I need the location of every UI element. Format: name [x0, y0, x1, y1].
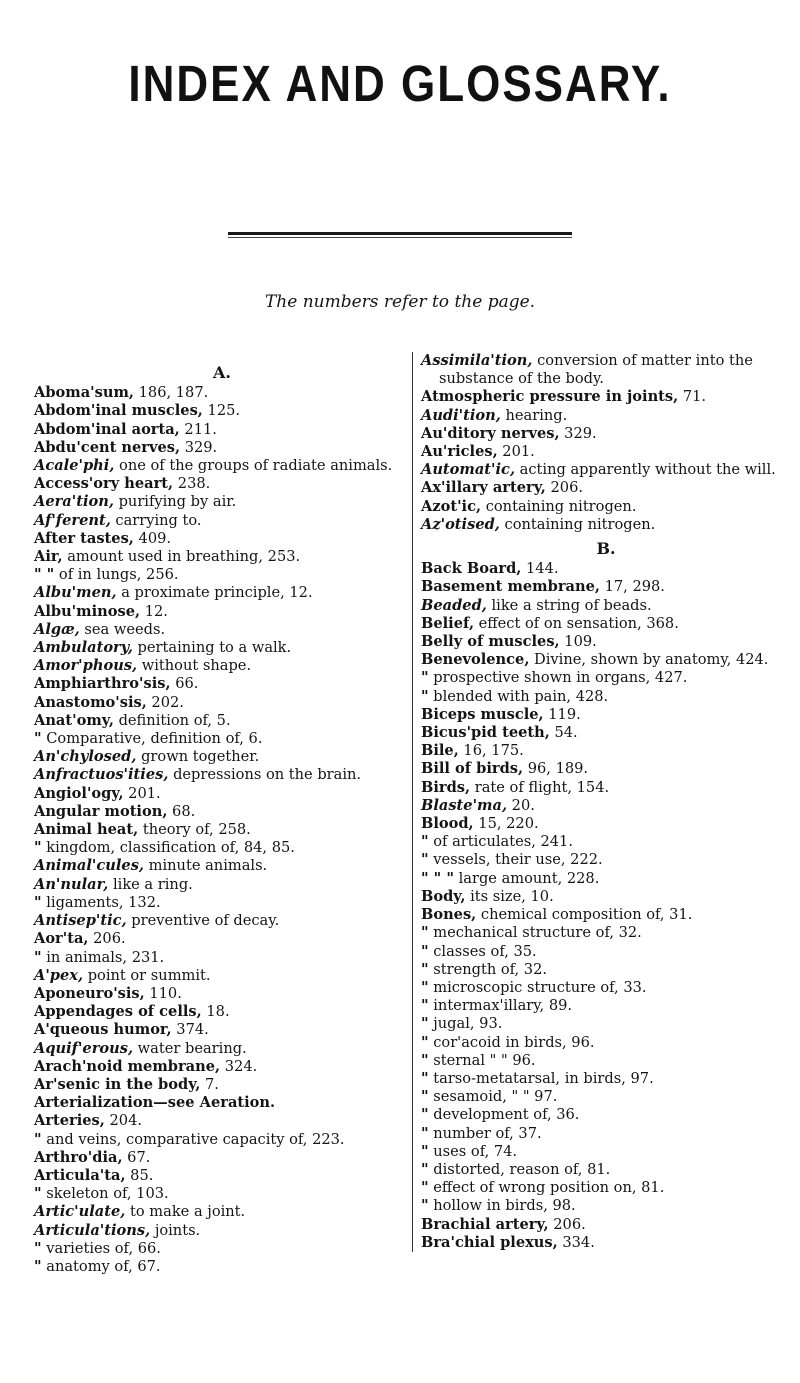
entry-text: conversion of matter into the substance of the body. [439, 352, 753, 388]
entry-term: Aquif'erous, [34, 1039, 134, 1057]
entry-text: 201. [497, 443, 535, 461]
entry-term: A'pex, [34, 966, 84, 984]
entry-text: 119. [543, 705, 581, 723]
entry-text: water bearing. [133, 1039, 247, 1057]
entry-groups [421, 352, 791, 1252]
entry-term: Abdom'inal muscles, [34, 402, 203, 420]
entry-term: Assimila'tion, [421, 352, 533, 369]
entry-term: Blaste'ma, [421, 796, 508, 814]
entry-term: Arach'noid membrane, [34, 1057, 221, 1075]
entry-term: Articula'tions, [34, 1221, 151, 1239]
index-entry [421, 560, 791, 578]
entry-text: like a string of beads. [486, 596, 652, 614]
entry-text: intermax'illary, 89. [428, 997, 573, 1015]
index-entry [34, 1076, 410, 1094]
index-column-left [34, 360, 410, 1276]
entry-text: classes of, 35. [428, 942, 537, 960]
entry-text: distorted, reason of, 81. [428, 1160, 611, 1178]
entry-text: rate of flight, 154. [470, 778, 610, 796]
entry-term: Arteries, [34, 1112, 105, 1130]
entry-term: " [421, 1160, 429, 1178]
index-entry [421, 461, 791, 479]
entry-text: 54. [549, 724, 578, 742]
entry-text: 324. [220, 1057, 258, 1075]
index-entry [34, 1167, 410, 1185]
entry-term: Basement membrane, [421, 578, 600, 596]
entry-term: " [34, 1185, 42, 1203]
index-entry [421, 1088, 791, 1106]
entry-text: 144. [521, 560, 559, 578]
index-entry [34, 712, 410, 730]
entry-term: Aponeuro'sis, [34, 984, 145, 1002]
index-entry [34, 876, 410, 894]
index-entry [34, 475, 410, 493]
entry-term: Au'ditory nerves, [421, 424, 560, 442]
entry-term: Aera'tion, [34, 493, 114, 511]
page-subtitle: The numbers refer to the page. [264, 292, 536, 312]
entry-text: its size, 10. [465, 887, 554, 905]
entry-term: Bicus'pid teeth, [421, 724, 550, 742]
index-entry [421, 797, 791, 815]
index-entry [421, 961, 791, 979]
entry-term: Biceps muscle, [421, 705, 544, 723]
entry-term: Bra'chial plexus, [421, 1233, 558, 1251]
index-entry [421, 1161, 791, 1179]
entry-text: 202. [146, 693, 184, 711]
entry-text: purifying by air. [113, 493, 237, 511]
entry-term: Appendages of cells, [34, 1003, 202, 1021]
index-entry [34, 1040, 410, 1058]
entry-text: 16, 175. [458, 742, 524, 760]
entry-text: 238. [173, 475, 211, 493]
entry-term: Albu'minose, [34, 602, 141, 620]
entry-term: " [34, 1239, 42, 1257]
index-entry [34, 803, 410, 821]
entry-text: 186, 187. [133, 384, 209, 402]
index-entry [34, 930, 410, 948]
entry-text: 409. [133, 529, 172, 547]
entry-text: 374. [171, 1021, 209, 1039]
index-entry [421, 1216, 791, 1234]
index-entry [421, 669, 791, 687]
index-entry [34, 1240, 410, 1258]
entry-term: Automat'ic, [421, 461, 516, 479]
entry-term: A'queous humor, [34, 1021, 172, 1039]
entry-term: Aor'ta, [34, 930, 89, 948]
index-entry [34, 785, 410, 803]
entry-term: " [421, 1033, 429, 1051]
index-entry [421, 407, 791, 425]
entry-text: 329. [180, 438, 218, 456]
entry-text: hearing. [500, 406, 568, 424]
entry-text: 206. [545, 479, 583, 497]
entry-term: Articula'ta, [34, 1166, 126, 1184]
entry-text: hollow in birds, 98. [428, 1197, 576, 1215]
entry-text: 110. [144, 984, 182, 1002]
entry-term: An'chylosed, [34, 748, 137, 766]
entry-text: development of, 36. [428, 1106, 580, 1124]
index-entry [34, 1003, 410, 1021]
entry-text: Divine, shown by anatomy, 424. [529, 651, 769, 669]
entry-term: Benevolence, [421, 651, 530, 669]
entry-text: to make a joint. [125, 1203, 246, 1221]
entry-text: 206. [88, 930, 126, 948]
entry-text: preventive of decay. [126, 912, 280, 930]
index-entry [34, 566, 410, 584]
index-entry [421, 997, 791, 1015]
entry-term: Brachial artery, [421, 1215, 549, 1233]
index-entry [421, 815, 791, 833]
index-entry [421, 516, 791, 534]
entry-term: " [421, 1124, 429, 1142]
entry-term: " [421, 833, 429, 851]
index-entry [421, 651, 791, 669]
index-entry [34, 821, 410, 839]
entry-text: containing nitrogen. [481, 497, 637, 515]
entry-text: sesamoid, " " 97. [428, 1088, 558, 1106]
entry-term: Beaded, [421, 596, 487, 614]
entry-term: Access'ory heart, [34, 475, 174, 493]
entry-term: Af'ferent, [34, 511, 111, 529]
index-entry [34, 1021, 410, 1039]
entry-term: Abdu'cent nerves, [34, 438, 181, 456]
entry-term: Abdom'inal aorta, [34, 420, 180, 438]
entry-text: 109. [559, 633, 597, 651]
entry-term: " [421, 1197, 429, 1215]
entry-text: point or summit. [83, 966, 211, 984]
entry-text: pertaining to a walk. [132, 639, 292, 657]
entry-term: " [421, 1088, 429, 1106]
entry-term: " [34, 948, 42, 966]
index-entry [34, 748, 410, 766]
entry-text: prospective shown in organs, 427. [428, 669, 688, 687]
entry-text: chemical composition of, 31. [476, 906, 693, 924]
index-entry [34, 1094, 410, 1112]
entry-term: " [421, 1015, 429, 1033]
entry-term: Aboma'sum, [34, 384, 134, 402]
index-entry [34, 912, 410, 930]
entry-text: sea weeds. [79, 620, 166, 638]
entry-term: " [421, 669, 429, 687]
index-entry [34, 402, 410, 420]
index-entry [34, 1112, 410, 1130]
index-entry [34, 1258, 410, 1276]
entry-term: " [421, 851, 429, 869]
entry-text: anatomy of, 67. [41, 1257, 161, 1275]
index-entry [421, 1034, 791, 1052]
entry-text: carrying to. [110, 511, 202, 529]
entry-text: 17, 298. [599, 578, 665, 596]
index-entry [421, 443, 791, 461]
entry-term: " [421, 978, 429, 996]
entry-term: Bile, [421, 742, 459, 760]
entry-text: 66. [170, 675, 199, 693]
entry-term: " [421, 924, 429, 942]
entry-text: theory of, 258. [138, 821, 251, 839]
index-entry [421, 1197, 791, 1215]
entry-term: Audi'tion, [421, 406, 501, 424]
entry-term: " [421, 942, 429, 960]
entry-term: After tastes, [34, 529, 134, 547]
index-entry [34, 1185, 410, 1203]
entry-term: Az'otised, [421, 515, 500, 533]
entry-text: 7. [200, 1075, 219, 1093]
entry-term: An'nular, [34, 875, 109, 893]
entry-text: varieties of, 66. [41, 1239, 161, 1257]
entry-term: " [421, 1142, 429, 1160]
index-entry [34, 675, 410, 693]
entry-text: of articulates, 241. [428, 833, 573, 851]
entry-text: cor'acoid in birds, 96. [428, 1033, 595, 1051]
index-entry [421, 706, 791, 724]
index-entry [421, 888, 791, 906]
entry-term: " " " [421, 869, 454, 887]
entry-text: strength of, 32. [428, 960, 548, 978]
index-entry [34, 493, 410, 511]
entry-term: Anastomo'sis, [34, 693, 147, 711]
entry-term: " [34, 1130, 42, 1148]
entry-text: jugal, 93. [428, 1015, 503, 1033]
entry-text: of in lungs, 256. [54, 566, 179, 584]
entry-term: " [421, 1069, 429, 1087]
page-title: INDEX AND GLOSSARY. [128, 56, 672, 113]
entry-term: Atmospheric pressure in joints, [421, 388, 679, 406]
entry-text: amount used in breathing, 253. [62, 548, 301, 566]
entry-list [34, 384, 410, 1276]
entry-text: 18. [201, 1003, 230, 1021]
index-entry [421, 924, 791, 942]
index-entry [421, 633, 791, 651]
entry-term: " [34, 730, 42, 748]
entry-term: Arthro'dia, [34, 1148, 123, 1166]
entry-text: 334. [557, 1233, 595, 1251]
entry-term: Belly of muscles, [421, 633, 560, 651]
index-entry [421, 979, 791, 997]
entry-text: 67. [122, 1148, 151, 1166]
index-entry [421, 688, 791, 706]
index-entry [421, 388, 791, 406]
index-entry [421, 352, 791, 388]
entry-term: Arterialization—see Aeration. [34, 1094, 276, 1112]
entry-term: Algæ, [34, 620, 80, 638]
entry-text: minute animals. [144, 857, 268, 875]
index-entry [421, 1070, 791, 1088]
entry-text: 12. [140, 602, 168, 620]
index-entry [34, 548, 410, 566]
entry-term: Albu'men, [34, 584, 117, 602]
entry-text: 71. [678, 388, 707, 406]
index-entry [34, 839, 410, 857]
index-entry [34, 384, 410, 402]
index-entry [34, 621, 410, 639]
index-entry [34, 1131, 410, 1149]
entry-term: Acale'phi, [34, 457, 115, 475]
entry-term: Body, [421, 887, 466, 905]
index-entry [34, 421, 410, 439]
entry-term: " [421, 960, 429, 978]
index-entry [34, 657, 410, 675]
entry-term: Ax'illary artery, [421, 479, 546, 497]
entry-text: 329. [559, 424, 597, 442]
entry-text: skeleton of, 103. [41, 1185, 169, 1203]
index-entry [34, 1203, 410, 1221]
entry-term: Anfractuos'ities, [34, 766, 169, 784]
entry-text: 206. [548, 1215, 586, 1233]
entry-text: kingdom, classification of, 84, 85. [41, 839, 295, 857]
index-entry [421, 870, 791, 888]
index-entry [34, 949, 410, 967]
index-entry [34, 857, 410, 875]
entry-term: " [34, 893, 42, 911]
entry-term: Air, [34, 548, 63, 566]
entry-term: Bill of birds, [421, 760, 524, 778]
entry-term: " [34, 839, 42, 857]
entry-text: grown together. [136, 748, 260, 766]
index-entry [421, 1015, 791, 1033]
index-entry [421, 742, 791, 760]
index-entry [421, 1125, 791, 1143]
entry-term: Angiol'ogy, [34, 784, 124, 802]
entry-text: large amount, 228. [453, 869, 600, 887]
entry-term: " [421, 1051, 429, 1069]
index-entry [421, 578, 791, 596]
entry-text: 201. [123, 784, 161, 802]
entry-text: 15, 220. [473, 815, 539, 833]
index-entry [421, 1052, 791, 1070]
index-entry [421, 1234, 791, 1252]
entry-term: Ambulatory, [34, 639, 133, 657]
index-entry [421, 615, 791, 633]
index-entry [421, 479, 791, 497]
entry-text: 20. [507, 796, 535, 814]
entry-term: Bones, [421, 906, 477, 924]
entry-term: Amphiarthro'sis, [34, 675, 171, 693]
entry-text: blended with pain, 428. [428, 687, 609, 705]
entry-term: Animal heat, [34, 821, 139, 839]
entry-term: Back Board, [421, 560, 522, 578]
entry-text: like a ring. [108, 875, 193, 893]
entry-term: " [421, 1179, 429, 1197]
index-entry [421, 833, 791, 851]
entry-text: 96, 189. [523, 760, 589, 778]
entry-text: effect of wrong position on, 81. [428, 1179, 665, 1197]
entry-text: in animals, 231. [41, 948, 165, 966]
entry-text: number of, 37. [428, 1124, 542, 1142]
index-entry [34, 967, 410, 985]
entry-text: Comparative, definition of, 6. [41, 730, 263, 748]
index-entry [421, 425, 791, 443]
index-entry [34, 584, 410, 602]
index-entry [34, 1149, 410, 1167]
entry-text: joints. [150, 1221, 201, 1239]
index-entry [421, 851, 791, 869]
index-entry [34, 985, 410, 1003]
section-letter-b: B. [596, 539, 616, 559]
index-entry [34, 894, 410, 912]
index-entry [34, 512, 410, 530]
entry-term: " [421, 997, 429, 1015]
entry-term: Angular motion, [34, 802, 168, 820]
entry-text: depressions on the brain. [168, 766, 362, 784]
entry-term: Belief, [421, 614, 475, 632]
index-entry [34, 766, 410, 784]
entry-term: Artic'ulate, [34, 1203, 126, 1221]
entry-text: tarso-metatarsal, in birds, 97. [428, 1069, 654, 1087]
entry-text: ligaments, 132. [41, 893, 161, 911]
index-entry [34, 1222, 410, 1240]
entry-text: mechanical structure of, 32. [428, 924, 642, 942]
index-entry [421, 498, 791, 516]
entry-term: Birds, [421, 778, 471, 796]
entry-term: Animal'cules, [34, 857, 145, 875]
index-entry [421, 760, 791, 778]
index-entry [34, 457, 410, 475]
entry-term: Anat'omy, [34, 711, 114, 729]
entry-term: Amor'phous, [34, 657, 138, 675]
entry-text: sternal " " 96. [428, 1051, 536, 1069]
entry-term: Azot'ic, [421, 497, 482, 515]
entry-term: Antisep'tic, [34, 912, 127, 930]
entry-text: effect of on sensation, 368. [474, 614, 679, 632]
index-entry [421, 943, 791, 961]
entry-text: one of the groups of radiate animals. [114, 457, 393, 475]
index-entry [34, 530, 410, 548]
entry-term: Ar'senic in the body, [34, 1075, 201, 1093]
entry-text: 204. [104, 1112, 142, 1130]
entry-text: acting apparently without the will. [515, 461, 776, 479]
entry-term: Blood, [421, 815, 474, 833]
index-entry [421, 1179, 791, 1197]
index-entry [421, 1106, 791, 1124]
index-entry [421, 906, 791, 924]
index-column-right [412, 352, 791, 1252]
entry-text: vessels, their use, 222. [428, 851, 603, 869]
index-entry [421, 1143, 791, 1161]
entry-text: 85. [125, 1166, 154, 1184]
entry-text: without shape. [137, 657, 252, 675]
index-entry [34, 694, 410, 712]
index-entry [34, 439, 410, 457]
entry-text: 211. [179, 420, 217, 438]
entry-term: " " [34, 566, 55, 584]
entry-term: " [421, 687, 429, 705]
entry-text: definition of, 5. [113, 711, 231, 729]
entry-text: and veins, comparative capacity of, 223. [41, 1130, 345, 1148]
index-entry [34, 603, 410, 621]
entry-text: 125. [202, 402, 241, 420]
entry-text: 68. [167, 802, 196, 820]
entry-text: microscopic structure of, 33. [428, 978, 647, 996]
section-letter-a: A. [213, 363, 231, 382]
index-entry [34, 1058, 410, 1076]
entry-text: containing nitrogen. [499, 515, 656, 533]
index-entry [421, 779, 791, 797]
entry-term: " [421, 1106, 429, 1124]
index-entry [421, 597, 791, 615]
index-entry [34, 639, 410, 657]
entry-term: " [34, 1257, 42, 1275]
entry-text: uses of, 74. [428, 1142, 518, 1160]
title-rule [228, 232, 572, 235]
entry-text: a proximate principle, 12. [116, 584, 313, 602]
index-entry [34, 730, 410, 748]
entry-term: Au'ricles, [421, 443, 498, 461]
index-entry [421, 724, 791, 742]
